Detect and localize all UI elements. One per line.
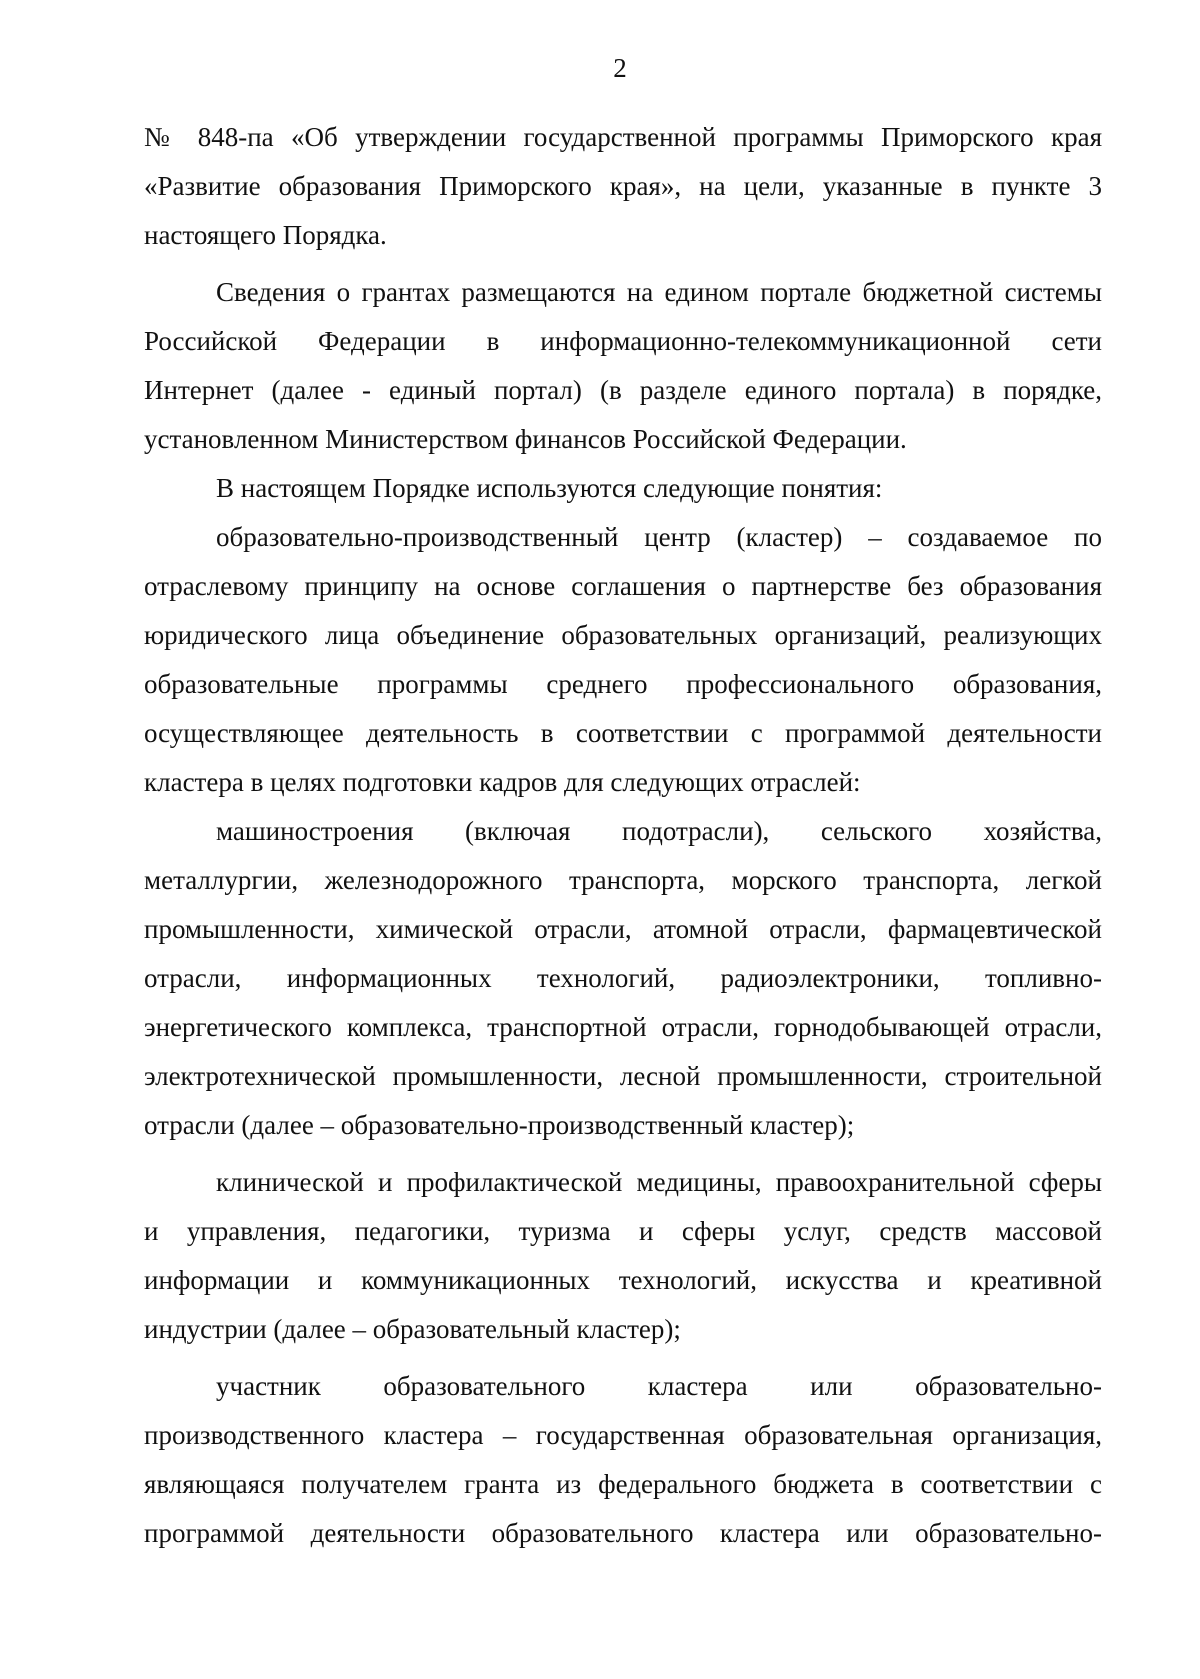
text-line: индустрии (далее – образовательный кластер);: [144, 1314, 681, 1344]
paragraph-p3: [144, 464, 1102, 513]
text-line: Сведения о грантах размещаются на едином портале бюджетной системы: [216, 277, 1102, 307]
text-line: производственного кластера – государственная образовательная организация,: [144, 1420, 1102, 1450]
paragraph-p4: [144, 513, 1102, 807]
text-line: машиностроения (включая подотрасли), сельского хозяйства,: [216, 816, 1102, 846]
page-number: 2: [613, 53, 627, 83]
text-line: являющаяся получателем гранта из федерального бюджета в соответствии с: [144, 1469, 1102, 1499]
paragraph-p1: [144, 113, 1102, 260]
text-line: промышленности, химической отрасли, атомной отрасли, фармацевтической: [144, 914, 1102, 944]
text-line: образовательно-производственный центр (кластер) – создаваемое по: [216, 522, 1102, 552]
text-line: Российской Федерации в информационно-телекоммуникационной сети: [144, 326, 1102, 356]
text-line: отрасли, информационных технологий, радиоэлектроники, топливно-: [144, 963, 1102, 993]
text-line: отраслевому принципу на основе соглашения о партнерстве без образования: [144, 571, 1102, 601]
text-line: информации и коммуникационных технологий, искусства и креативной: [144, 1265, 1102, 1295]
document-body: [144, 113, 1102, 1558]
text-line: образовательные программы среднего профессионального образования,: [144, 669, 1102, 699]
text-line: электротехнической промышленности, лесной промышленности, строительной: [144, 1061, 1102, 1091]
text-line: юридического лица объединение образовательных организаций, реализующих: [144, 620, 1102, 650]
text-line: металлургии, железнодорожного транспорта, морского транспорта, легкой: [144, 865, 1102, 895]
text-line: осуществляющее деятельность в соответствии с программой деятельности: [144, 718, 1102, 748]
text-line: отрасли (далее – образовательно-производственный кластер);: [144, 1110, 855, 1140]
text-line: кластера в целях подготовки кадров для следующих отраслей:: [144, 767, 861, 797]
text-line: и управления, педагогики, туризма и сферы услуг, средств массовой: [144, 1216, 1102, 1246]
text-line: В настоящем Порядке используются следующие понятия:: [216, 473, 883, 503]
text-line: программой деятельности образовательного кластера или образовательно-: [144, 1518, 1102, 1548]
text-line: Интернет (далее - единый портал) (в разделе единого портала) в порядке,: [144, 375, 1102, 405]
paragraph-p7: [144, 1362, 1102, 1558]
text-line: участник образовательного кластера или образовательно-: [216, 1371, 1102, 1401]
text-line: № 848-па «Об утверждении государственной программы Приморского края: [144, 122, 1102, 152]
text-line: «Развитие образования Приморского края», на цели, указанные в пункте 3: [144, 171, 1102, 201]
text-line: клинической и профилактической медицины, правоохранительной сферы: [216, 1167, 1102, 1197]
paragraph-p6: [144, 1158, 1102, 1354]
text-line: настоящего Порядка.: [144, 220, 387, 250]
text-line: энергетического комплекса, транспортной отрасли, горнодобывающей отрасли,: [144, 1012, 1102, 1042]
paragraph-p5: [144, 807, 1102, 1150]
text-line: установленном Министерством финансов Российской Федерации.: [144, 424, 907, 454]
paragraph-p2: [144, 268, 1102, 464]
